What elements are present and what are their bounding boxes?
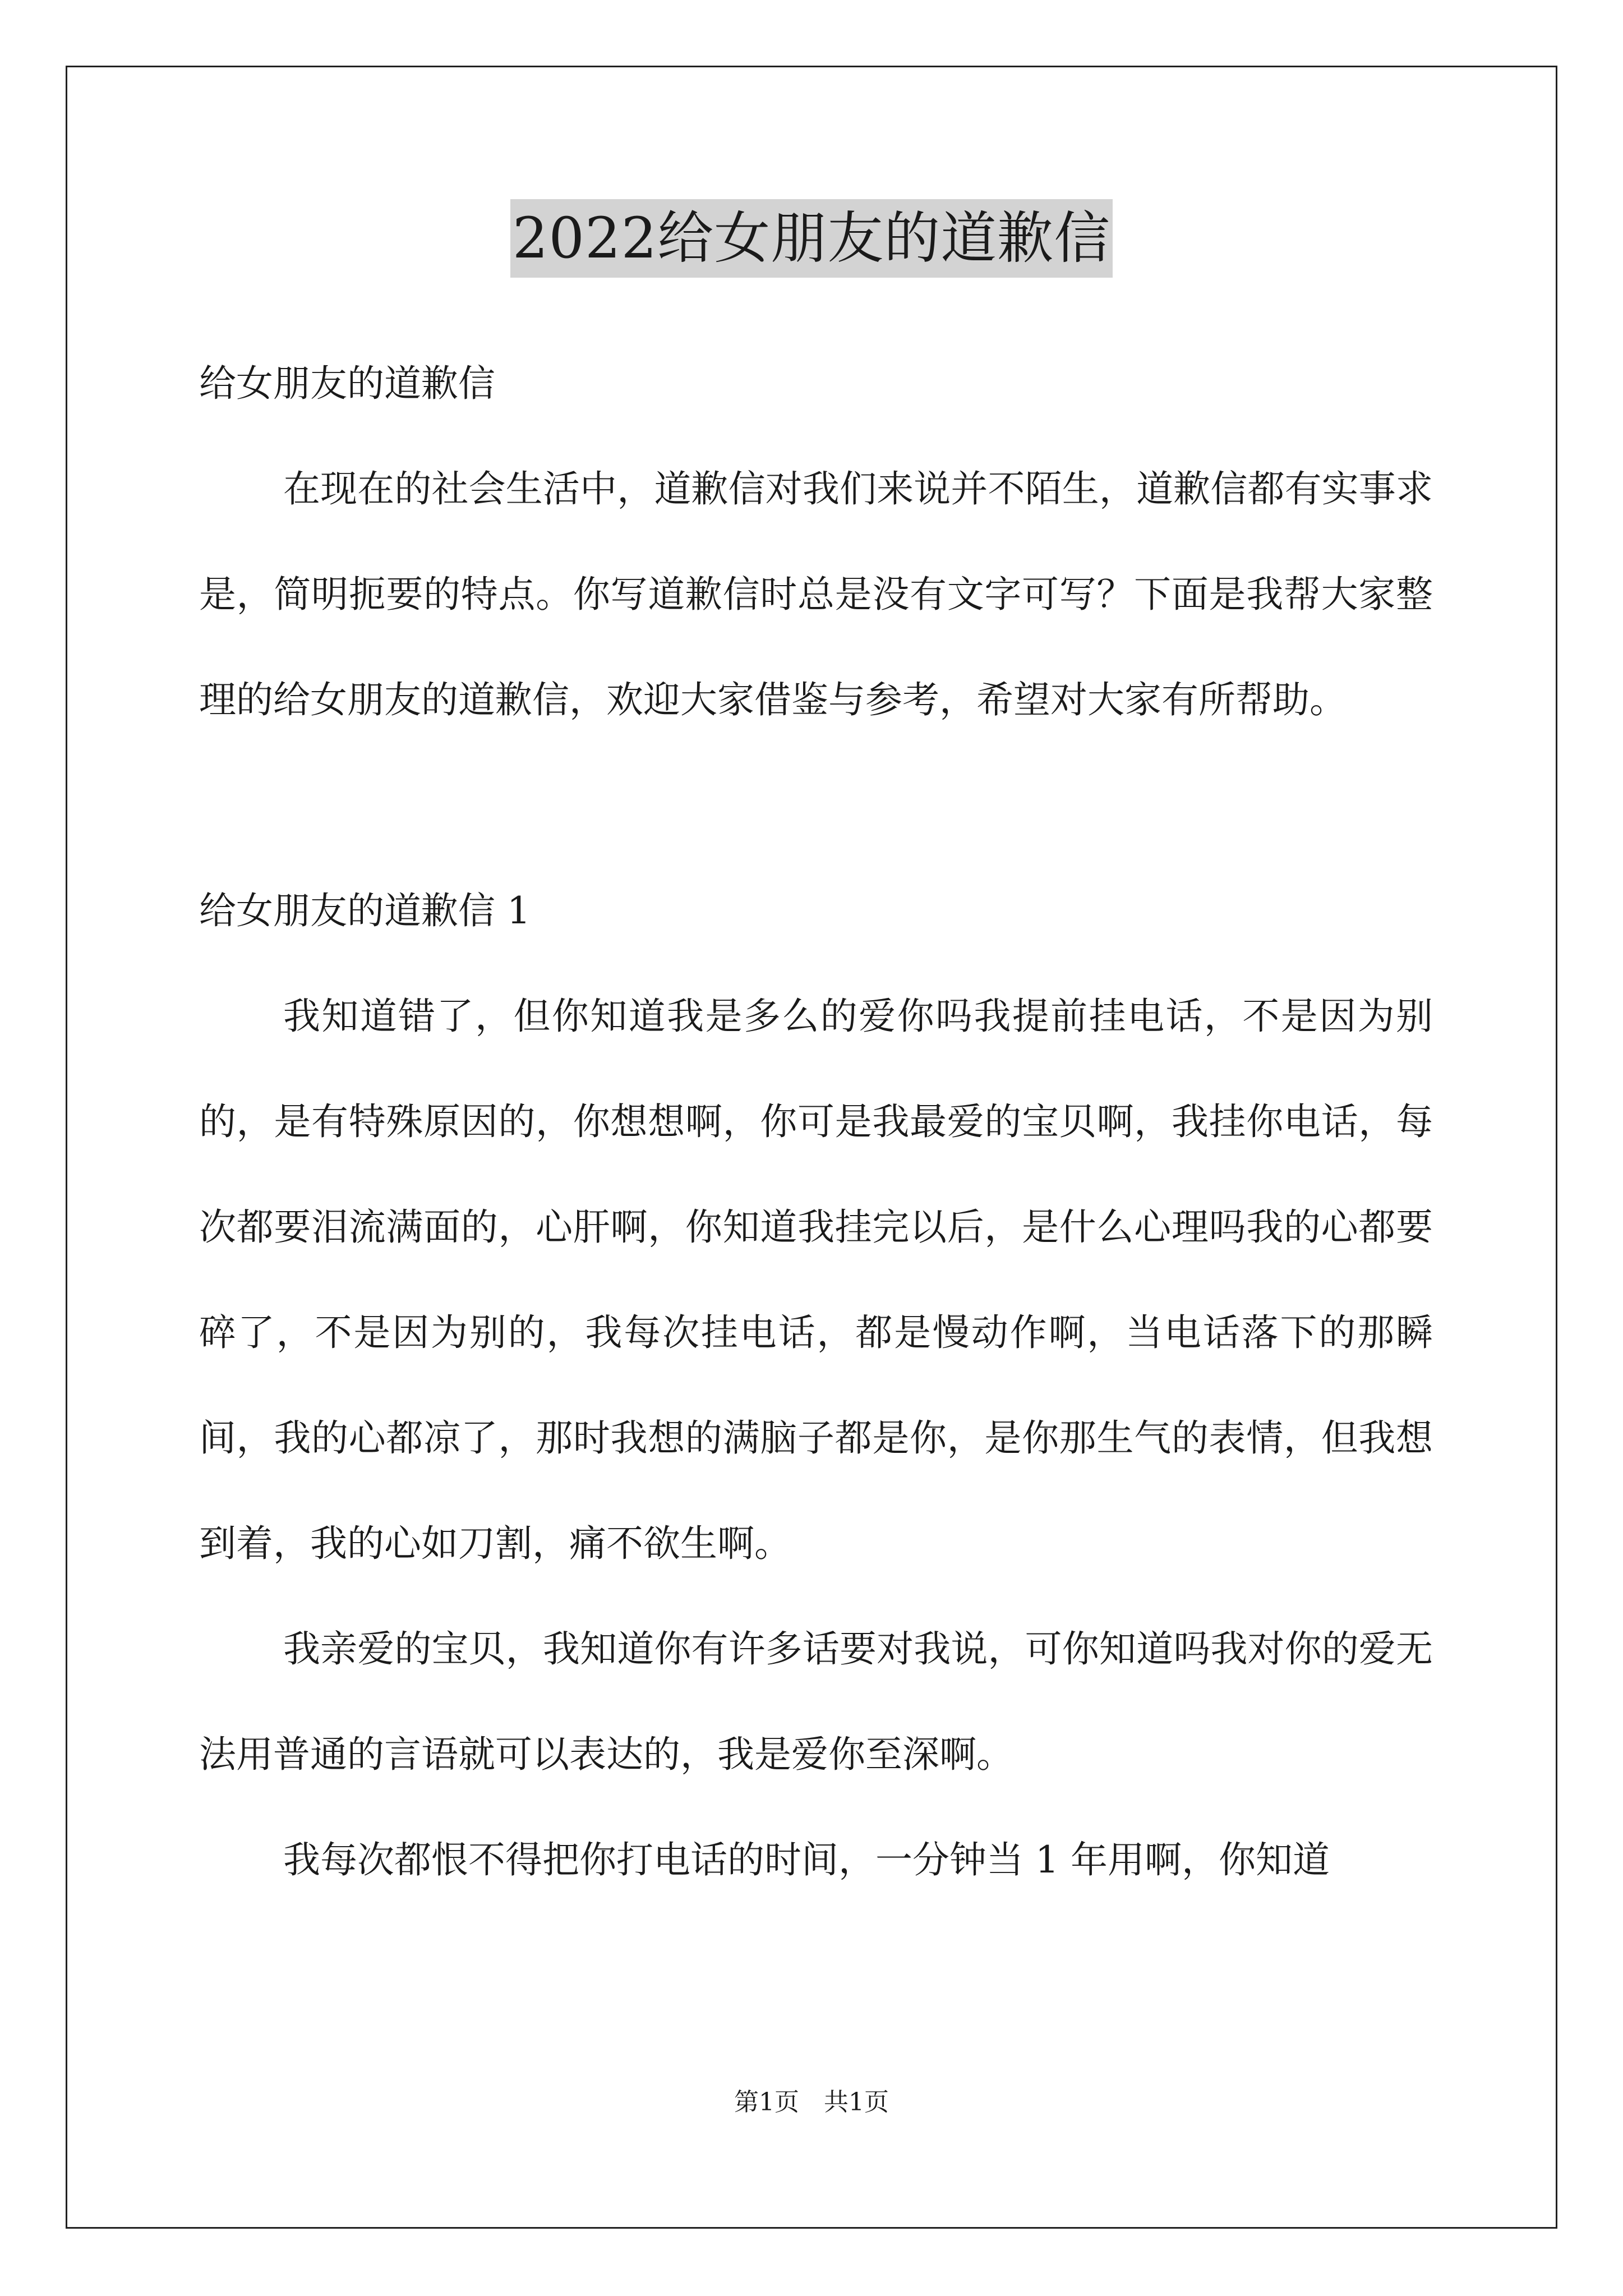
body-paragraph-1: 我知道错了，但你知道我是多么的爱你吗我提前挂电话，不是因为别的，是有特殊原因的，你想想啊，你可是我最爱的宝贝啊，我挂你电话，每次都要泪流满面的，心肝啊，你知道我挂完以后，是什么心理吗我的心都要碎了，不是因为别的，我每次挂电话，都是慢动作啊，当电话落下的那瞬间，我的心都凉了，那时我想的满脑子都是你，是你那生气的表情，但我想到着，我的心如刀割，痛不欲生啊。 xyxy=(199,995,1433,1565)
document-subtitle: 给女朋友的道歉信 xyxy=(199,362,495,405)
intro-paragraph: 在现在的社会生活中，道歉信对我们来说并不陌生，道歉信都有实事求是，简明扼要的特点。你写道歉信时总是没有文字可写？下面是我帮大家整理的给女朋友的道歉信，欢迎大家借鉴与参考，希望对大家有所帮助。 xyxy=(199,467,1433,721)
body-paragraph-3: 我每次都恨不得把你打电话的时间，一分钟当 1 年用啊，你知道 xyxy=(283,1838,1330,1881)
body-paragraph-2: 我亲爱的宝贝，我知道你有许多话要对我说，可你知道吗我对你的爱无法用普通的言语就可以表达的，我是爱你至深啊。 xyxy=(199,1627,1433,1776)
section-heading: 给女朋友的道歉信 1 xyxy=(199,889,531,932)
title-container xyxy=(0,199,1623,278)
document-title: 2022给女朋友的道歉信 xyxy=(510,199,1113,278)
page-footer: 第1页 共1页 xyxy=(734,2088,889,2116)
document-body xyxy=(199,331,1433,1913)
spacer xyxy=(199,753,1433,858)
